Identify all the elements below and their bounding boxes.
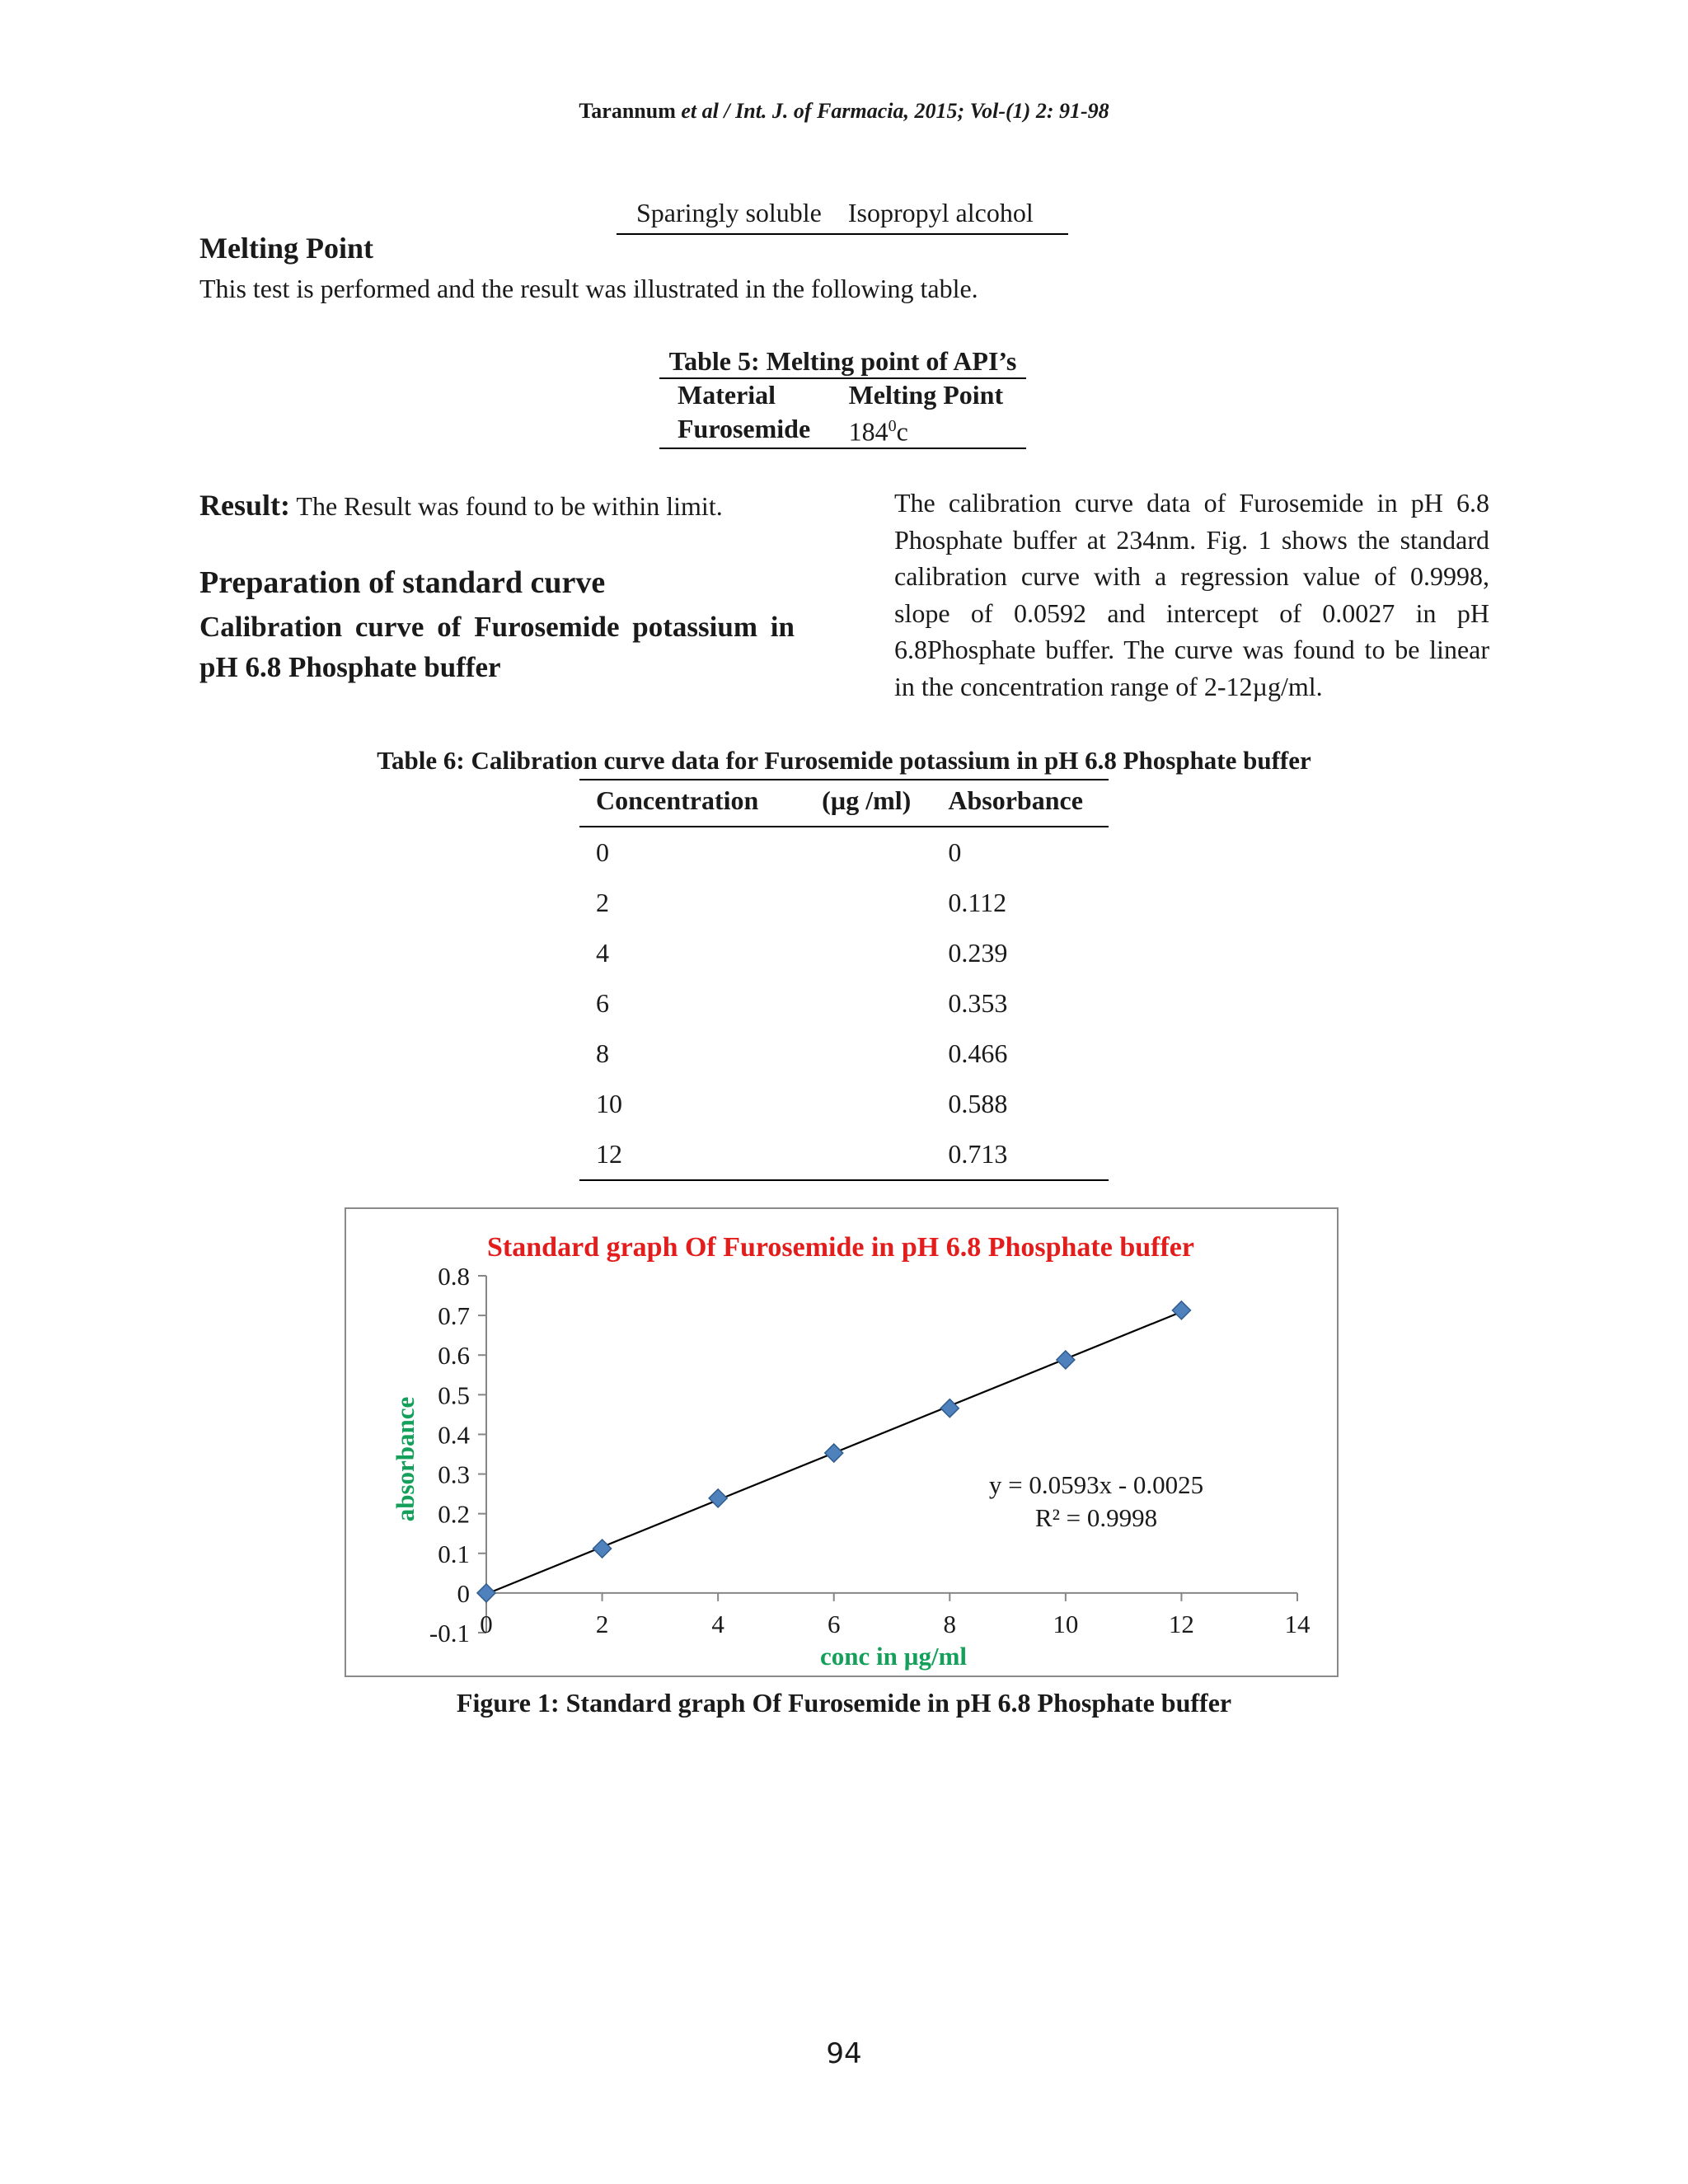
table-row [579, 1079, 1109, 1129]
chart-r-squared: R² = 0.9998 [1034, 1503, 1158, 1532]
table5-header-material: Material [678, 380, 776, 410]
solubility-table-row [617, 198, 1068, 235]
chart-y-axis-label: absorbance [391, 1396, 420, 1522]
result-line [199, 488, 723, 523]
standard-curve-heading: Preparation of standard curve [199, 565, 606, 600]
table6-abs: 0 [948, 837, 962, 867]
page-number: 94 [826, 2037, 862, 2070]
table6-abs: 0.353 [948, 988, 1008, 1018]
table6-conc: 2 [596, 888, 609, 917]
chart-points [477, 1301, 1190, 1602]
table6-conc: 8 [596, 1038, 609, 1068]
chart-tick-labels [429, 1262, 1311, 1647]
data-point [940, 1399, 959, 1418]
y-tick-label: 0.7 [438, 1301, 470, 1331]
solubility-value: Sparingly soluble [636, 198, 822, 227]
table5-material: Furosemide [678, 414, 811, 444]
chart-axes [478, 1276, 1297, 1633]
table6-conc: 4 [596, 938, 609, 968]
result-text: The Result was found to be within limit. [290, 491, 723, 521]
x-tick-label: 6 [827, 1609, 841, 1638]
data-point [709, 1489, 727, 1507]
table5-value-sup: 0 [888, 417, 897, 435]
data-point [1172, 1301, 1190, 1319]
table6 [579, 779, 1109, 1181]
data-point [1057, 1351, 1075, 1369]
melting-point-heading: Melting Point [199, 232, 373, 265]
table5-row [659, 410, 1026, 448]
result-label: Result: [199, 489, 290, 522]
table5-value-cell [831, 410, 1026, 448]
standard-curve-subheading: Calibration curve of Furosemide potassium in pH 6.8 Phosphate buffer [199, 611, 795, 683]
table6-conc: 10 [596, 1089, 622, 1118]
data-point [593, 1540, 612, 1558]
table6-abs: 0.112 [948, 888, 1007, 917]
x-tick-label: 0 [480, 1609, 493, 1638]
running-header [0, 99, 1688, 124]
table6-conc: 0 [596, 837, 609, 867]
table-row [579, 928, 1109, 978]
data-point [825, 1444, 843, 1462]
table6-header-row [579, 780, 1109, 827]
melting-point-text: This test is performed and the result was illustrated in the following table. [199, 274, 978, 303]
chart-equation: y = 0.0593x - 0.0025 [988, 1470, 1204, 1499]
x-tick-label: 14 [1284, 1609, 1311, 1638]
solubility-solvent: Isopropyl alcohol [847, 198, 1034, 227]
table5-header-melting-point: Melting Point [848, 380, 1004, 410]
x-tick-label: 4 [711, 1609, 724, 1638]
y-tick-label: -0.1 [429, 1619, 470, 1647]
table5 [659, 377, 1026, 449]
table6-header-unit: (µg /ml) [789, 780, 931, 827]
table5-unit: c [896, 416, 908, 447]
table5-caption: Table 5: Melting point of API’s [668, 346, 1017, 376]
y-tick-label: 0.4 [438, 1420, 470, 1450]
y-tick-label: 0.5 [438, 1380, 470, 1410]
calibration-paragraph: The calibration curve data of Furosemide in pH 6.8 Phosphate buffer at 234nm. Fig. 1 shows the standard calibration curve with a regression value of 0.9998, slope of 0.0592 and intercept of 0.0027 in pH 6.8Phosphate buffer. The curve was found to be linear in the concentration range of 2-12µg/ml. [894, 488, 1489, 701]
x-tick-label: 12 [1168, 1609, 1194, 1638]
table6-caption: Table 6: Calibration curve data for Furosemide potassium in pH 6.8 Phosphate buffer [377, 746, 1311, 775]
x-tick-label: 10 [1053, 1609, 1079, 1638]
table6-abs: 0.588 [948, 1089, 1008, 1118]
table-row [579, 1129, 1109, 1180]
table6-conc: 12 [596, 1139, 622, 1169]
header-author: Tarannum [579, 99, 676, 123]
x-tick-label: 8 [943, 1609, 957, 1638]
y-tick-label: 0.2 [438, 1499, 470, 1529]
table6-header-absorbance: Absorbance [931, 780, 1109, 827]
table6-abs: 0.713 [948, 1139, 1008, 1169]
y-tick-label: 0 [457, 1578, 470, 1608]
y-tick-label: 0.8 [438, 1262, 470, 1291]
table5-header-row [659, 378, 1026, 410]
table5-value: 184 [848, 416, 889, 447]
y-tick-label: 0.1 [438, 1539, 470, 1568]
y-tick-label: 0.3 [438, 1460, 470, 1489]
table-row [579, 1029, 1109, 1079]
header-journal: / Int. J. of Farmacia, 2015; Vol-(1) 2: 91-98 [724, 99, 1109, 123]
figure-1-caption: Figure 1: Standard graph Of Furosemide in pH 6.8 Phosphate buffer [456, 1688, 1232, 1718]
chart-title: Standard graph Of Furosemide in pH 6.8 Phosphate buffer [487, 1232, 1194, 1263]
table-row [579, 878, 1109, 928]
y-tick-label: 0.6 [438, 1341, 470, 1371]
x-tick-label: 2 [595, 1609, 609, 1638]
table6-header-concentration: Concentration [579, 780, 789, 827]
chart-svg [346, 1209, 1337, 1675]
data-point [477, 1584, 495, 1602]
table-row [579, 827, 1109, 878]
chart-x-axis-label: conc in µg/ml [819, 1642, 968, 1671]
table6-abs: 0.239 [948, 938, 1008, 968]
figure-1-chart [345, 1207, 1339, 1677]
header-etal: et al [681, 99, 719, 123]
table6-conc: 6 [596, 988, 609, 1018]
table-row [579, 978, 1109, 1029]
table6-abs: 0.466 [948, 1038, 1008, 1068]
